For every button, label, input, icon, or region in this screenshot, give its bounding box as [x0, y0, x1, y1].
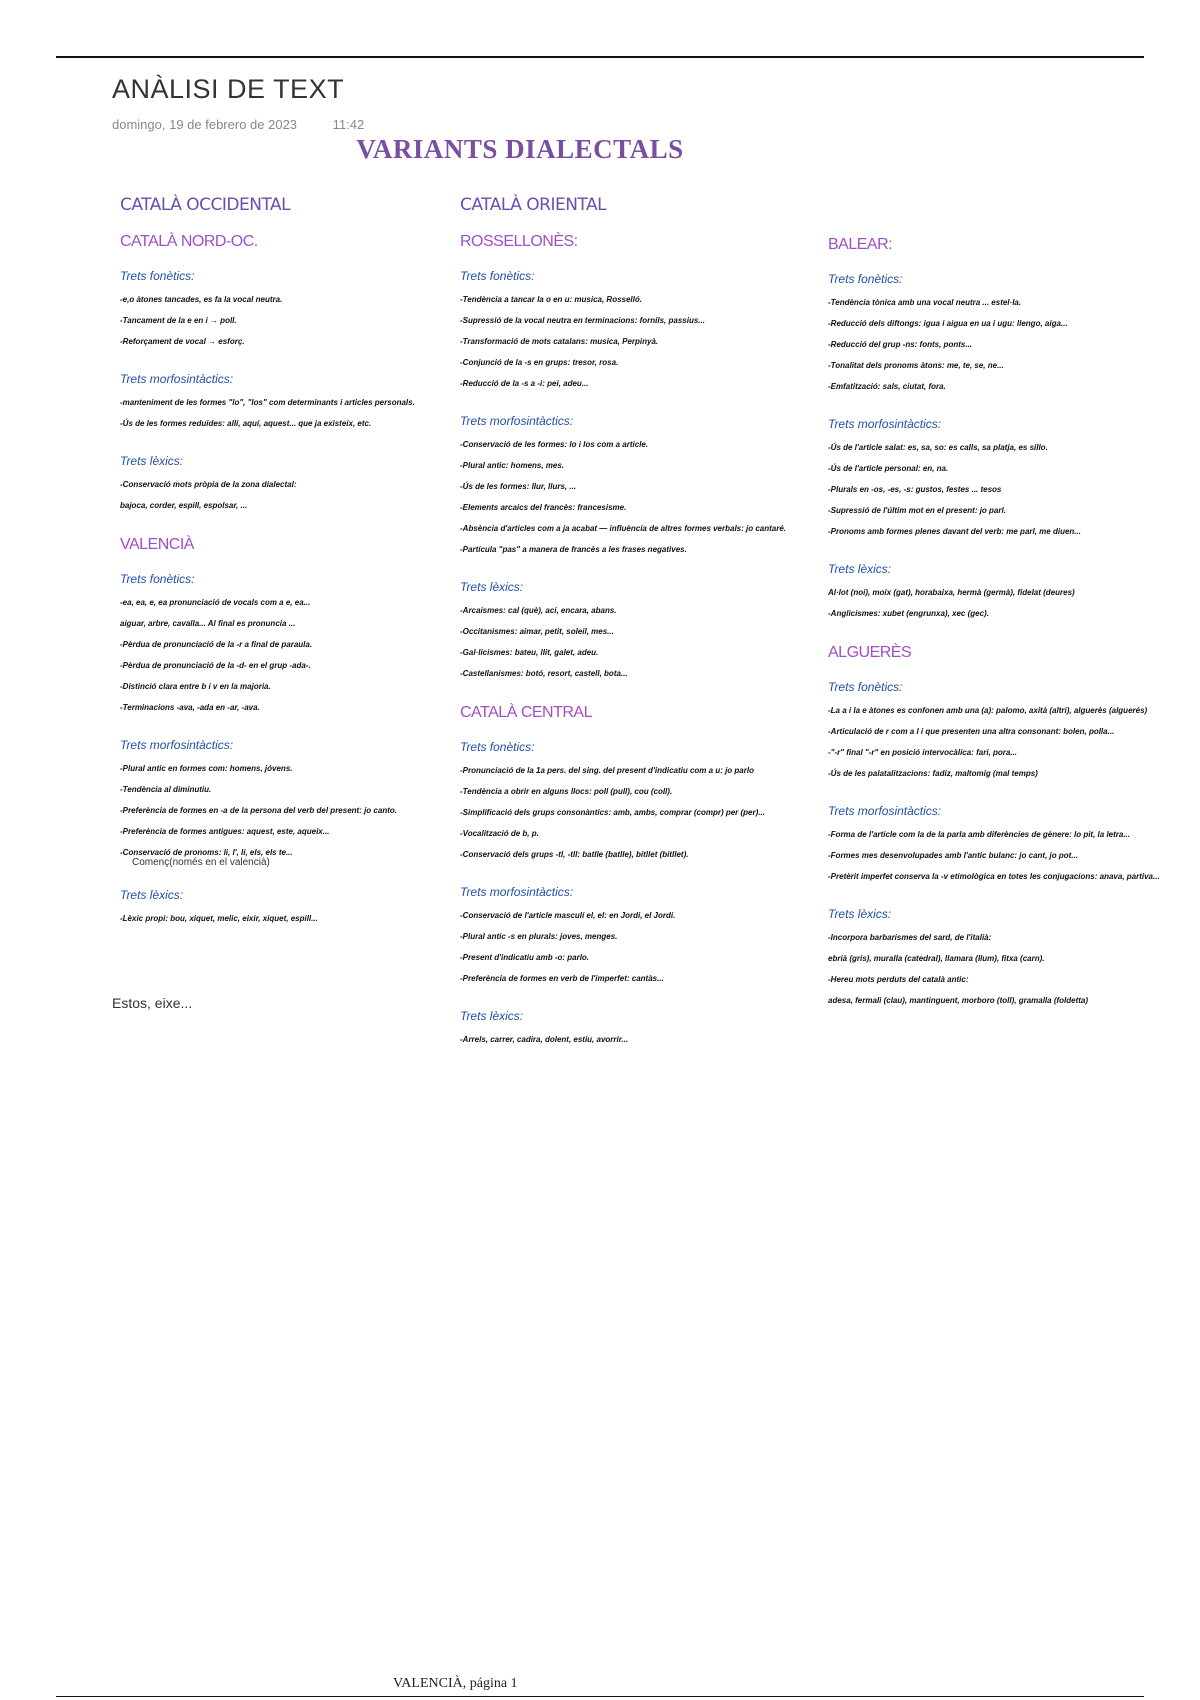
- note-line: Al·lot (noi), moix (gat), horabaixa, hermà (germà), fidelat (deures): [828, 588, 1075, 597]
- trait-block: [460, 1009, 805, 1050]
- note-line: -Pèrdua de pronunciació de la -d- en el grup -ada-.: [120, 661, 311, 670]
- note-line: -manteniment de les formes "lo", "los" com determinants i articles personals.: [120, 398, 415, 407]
- note-line: -Conservació de l'article masculí el, el: en Jordi, el Jordi.: [460, 911, 676, 920]
- note-line: -Arrels, carrer, cadira, dolent, estiu, avorrir...: [460, 1035, 629, 1044]
- note-line: -Preferència de formes en -a de la persona del verb del present: jo canto.: [120, 806, 397, 815]
- note-line: -Plural antic -s en plurals: joves, menges.: [460, 932, 618, 941]
- blocks: [460, 269, 805, 684]
- subsection-title: BALEAR:: [828, 236, 893, 253]
- note-line: -Preferència de formes en verb de l'imperfet: cantàs...: [460, 974, 664, 983]
- note-line: -Present d'indicatiu amb -o: parlo.: [460, 953, 590, 962]
- note-line: -e,o àtones tancades, es fa la vocal neutra.: [120, 295, 283, 304]
- inline-note: Començ(només en el valencià): [132, 857, 270, 868]
- main-heading: VARIANTS DIALECTALS: [356, 134, 684, 164]
- note-line: -Occitanismes: aimar, petit, soleil, mes...: [460, 627, 614, 636]
- note-line: bajoca, corder, espill, espolsar, ...: [120, 501, 248, 510]
- blocks: [828, 680, 1193, 1011]
- page-title: ANÀLISI DE TEXT: [112, 74, 345, 104]
- trait-block: [120, 572, 450, 718]
- trait-label: Trets fonètics:: [460, 740, 535, 754]
- note-line: -Formes mes desenvolupades amb l'antic bulanc: jo cant, jo pot...: [828, 851, 1078, 860]
- trait-block: [828, 562, 1193, 624]
- note-line: -Forma de l'article com la de la parla amb diferències de gènere: lo pit, la letra...: [828, 830, 1131, 839]
- note-line: -Ús de l'article salat: es, sa, so: es calls, sa platja, es sillo.: [828, 443, 1048, 452]
- trait-block: [460, 580, 805, 684]
- note-line: -Preferència de formes antigues: aquest, este, aqueix...: [120, 827, 330, 836]
- trait-label: Trets morfosintàctics:: [120, 372, 234, 386]
- note-line: -Gal·licismes: bateu, llit, galet, adeu.: [460, 648, 599, 657]
- trait-label: Trets morfosintàctics:: [828, 804, 942, 818]
- blocks: [828, 272, 1193, 624]
- note-line: -Reforçament de vocal → esforç.: [120, 337, 245, 346]
- note-line: -Articulació de r com a l i que presenten una altra consonant: bolen, polla...: [828, 727, 1115, 736]
- section-title: CATALÀ ORIENTAL: [460, 195, 607, 215]
- note-line: -Pèrdua de pronunciació de la -r a final de paraula.: [120, 640, 313, 649]
- trait-block: [120, 269, 450, 352]
- note-line: -Elements arcaics del francès: francesisme.: [460, 503, 627, 512]
- note-line: -Ús de l'article personal: en, na.: [828, 464, 949, 473]
- note-line: -Conjunció de la -s en grups: tresor, rosa.: [460, 358, 619, 367]
- trait-label: Trets morfosintàctics:: [460, 414, 574, 428]
- note-line: -Absència d'articles com a ja acabat — influència de altres formes verbals: jo cantaré.: [460, 524, 787, 533]
- column-balear: [828, 236, 1193, 1031]
- note-line: -Arcaismes: cal (què), ací, encara, abans.: [460, 606, 617, 615]
- note-line: -Partícula "pas" a manera de francès a les frases negatives.: [460, 545, 687, 554]
- trait-label: Trets lèxics:: [460, 580, 524, 594]
- trait-block: [460, 269, 805, 394]
- note-line: -Reducció de la -s a -i: pei, adeu...: [460, 379, 589, 388]
- note-line: -Transformació de mots catalans: musica, Perpinyà.: [460, 337, 659, 346]
- section-title: CATALÀ OCCIDENTAL: [120, 195, 291, 215]
- note-line: -Pretèrit imperfet conserva la -v etimològica en totes les conjugacions: anava, partiva...: [828, 872, 1160, 881]
- trait-label: Trets lèxics:: [460, 1009, 524, 1023]
- note-line: -Conservació de pronoms: li, l', li, els, els te...: [120, 848, 293, 857]
- note-line: aiguar, arbre, cavalla... Al final es pronuncia ...: [120, 619, 296, 628]
- note-line: adesa, fermalì (clau), mantinguent, morboro (toll), gramalla (foldetta): [828, 996, 1089, 1005]
- note-line: -Distinció clara entre b i v en la majoria.: [120, 682, 271, 691]
- trait-label: Trets lèxics:: [120, 888, 184, 902]
- trait-label: Trets fonètics:: [120, 572, 195, 586]
- page-footer: VALENCIÀ, página 1: [393, 1676, 518, 1691]
- note-line: -Tendència a tancar la o en u: musica, Rosselló.: [460, 295, 642, 304]
- note-line: -Supressió de l'últim mot en el present: jo parl.: [828, 506, 1006, 515]
- trait-block: [460, 885, 805, 989]
- note-line: -Reducció del grup -ns: fonts, ponts...: [828, 340, 972, 349]
- subsection-title: ROSSELLONÈS:: [460, 233, 578, 250]
- note-line: -Castellanismes: botó, resort, castell, bota...: [460, 669, 628, 678]
- note-line: -Lèxic propi: bou, xiquet, melic, eixir, xiquet, espill...: [120, 914, 318, 923]
- note-line: -Simplificació dels grups consonàntics: amb, ambs, comprar (compr) per (per)...: [460, 808, 765, 817]
- note-line: -Ús de les formes reduïdes: allí, aquí, aquest... que ja existeix, etc.: [120, 419, 372, 428]
- note-line: -Conservació dels grups -tl, -tll: batlle (batlle), bitllet (bitllet).: [460, 850, 689, 859]
- trait-label: Trets lèxics:: [120, 454, 184, 468]
- subsection-title: CATALÀ CENTRAL: [460, 704, 592, 721]
- note-line: -Supressió de la vocal neutra en terminacions: fornils, passius...: [460, 316, 705, 325]
- note-line: -Tendència tònica amb una vocal neutra ... estel·la.: [828, 298, 1022, 307]
- trait-block: [120, 738, 450, 868]
- note-line: -Vocalització de b, p.: [460, 829, 539, 838]
- blocks: [460, 740, 805, 1050]
- note-line: -La a i la e àtones es confonen amb una (a): palomo, axità (altri), alguerès (alguerés): [828, 706, 1148, 715]
- trait-label: Trets morfosintàctics:: [120, 738, 234, 752]
- note-line: -Tendència a obrir en alguns llocs: poll (pull), cou (coll).: [460, 787, 673, 796]
- bottom-rule: [56, 1696, 1144, 1697]
- note-line: -Anglicismes: xubet (engrunxa), xec (gec).: [828, 609, 989, 618]
- column-oriental: [460, 195, 805, 1070]
- trait-label: Trets fonètics:: [828, 680, 903, 694]
- note-line: -Terminacions -ava, -ada en -ar, -ava.: [120, 703, 260, 712]
- trait-label: Trets fonètics:: [120, 269, 195, 283]
- blocks: [120, 572, 450, 929]
- trait-label: Trets lèxics:: [828, 562, 892, 576]
- note-line: -"-r" final "-r" en posició intervocàlica: fari, pora...: [828, 748, 1017, 757]
- trait-block: [460, 414, 805, 560]
- column-occidental: [120, 195, 450, 949]
- note-line: -Pronoms amb formes plenes davant del verb: me parl, me diuen...: [828, 527, 1081, 536]
- note-line: -Plural antic en formes com: homens, jóvens.: [120, 764, 293, 773]
- trait-block: [120, 888, 450, 929]
- note-line: -Plural antic: homens, mes.: [460, 461, 565, 470]
- trait-block: [460, 740, 805, 865]
- note-line: -Plurals en -os, -es, -s: gustos, festes ... tesos: [828, 485, 1002, 494]
- note-line: -ea, ea, e, ea pronunciació de vocals com a e, ea...: [120, 598, 311, 607]
- trait-label: Trets morfosintàctics:: [828, 417, 942, 431]
- note-line: -Tancament de la e en i → poll.: [120, 316, 237, 325]
- trait-block: [828, 804, 1193, 887]
- trait-block: [120, 372, 450, 434]
- blocks: [120, 269, 450, 516]
- trait-block: [828, 907, 1193, 1011]
- page-date: domingo, 19 de febrero de 2023: [112, 117, 298, 132]
- trait-label: Trets lèxics:: [828, 907, 892, 921]
- note-line: -Ús de les formes: llur, llurs, ...: [460, 482, 577, 491]
- note-line: -Pronunciació de la 1a pers. del sing. del present d'indicatiu com a u: jo parlo: [460, 766, 754, 775]
- trait-block: [828, 680, 1193, 784]
- trait-block: [828, 417, 1193, 542]
- typed-note: Estos, eixe...: [112, 995, 193, 1011]
- subsection-title: VALENCIÀ: [120, 536, 194, 553]
- trait-block: [120, 454, 450, 516]
- note-line: -Conservació de les formes: lo i los com a article.: [460, 440, 649, 449]
- top-rule: [56, 56, 1144, 58]
- trait-block: [828, 272, 1193, 397]
- page-time: 11:42: [332, 117, 365, 132]
- note-line: -Emfatització: sals, ciutat, fora.: [828, 382, 946, 391]
- trait-label: Trets fonètics:: [460, 269, 535, 283]
- subsection-title: CATALÀ NORD-OC.: [120, 233, 258, 250]
- note-line: -Reducció dels diftongs: igua i aigua en ua i ugu: llengo, aiga...: [828, 319, 1068, 328]
- note-line: -Conservació mots pròpia de la zona dialectal:: [120, 480, 297, 489]
- note-line: ebrià (gris), muralla (catedral), llamara (llum), fitxa (carn).: [828, 954, 1045, 963]
- note-line: -Incorpora barbarismes del sard, de l'italià:: [828, 933, 992, 942]
- note-line: -Tendència al diminutiu.: [120, 785, 212, 794]
- trait-label: Trets morfosintàctics:: [460, 885, 574, 899]
- note-line: -Ús de les palatalitzacions: fadiz, maltomig (mal temps): [828, 769, 1038, 778]
- subsection-title: ALGUERÈS: [828, 644, 912, 661]
- page-meta: [112, 117, 364, 132]
- trait-label: Trets fonètics:: [828, 272, 903, 286]
- note-line: -Tonalitat dels pronoms àtons: me, te, se, ne...: [828, 361, 1004, 370]
- note-line: -Hereu mots perduts del català antic:: [828, 975, 969, 984]
